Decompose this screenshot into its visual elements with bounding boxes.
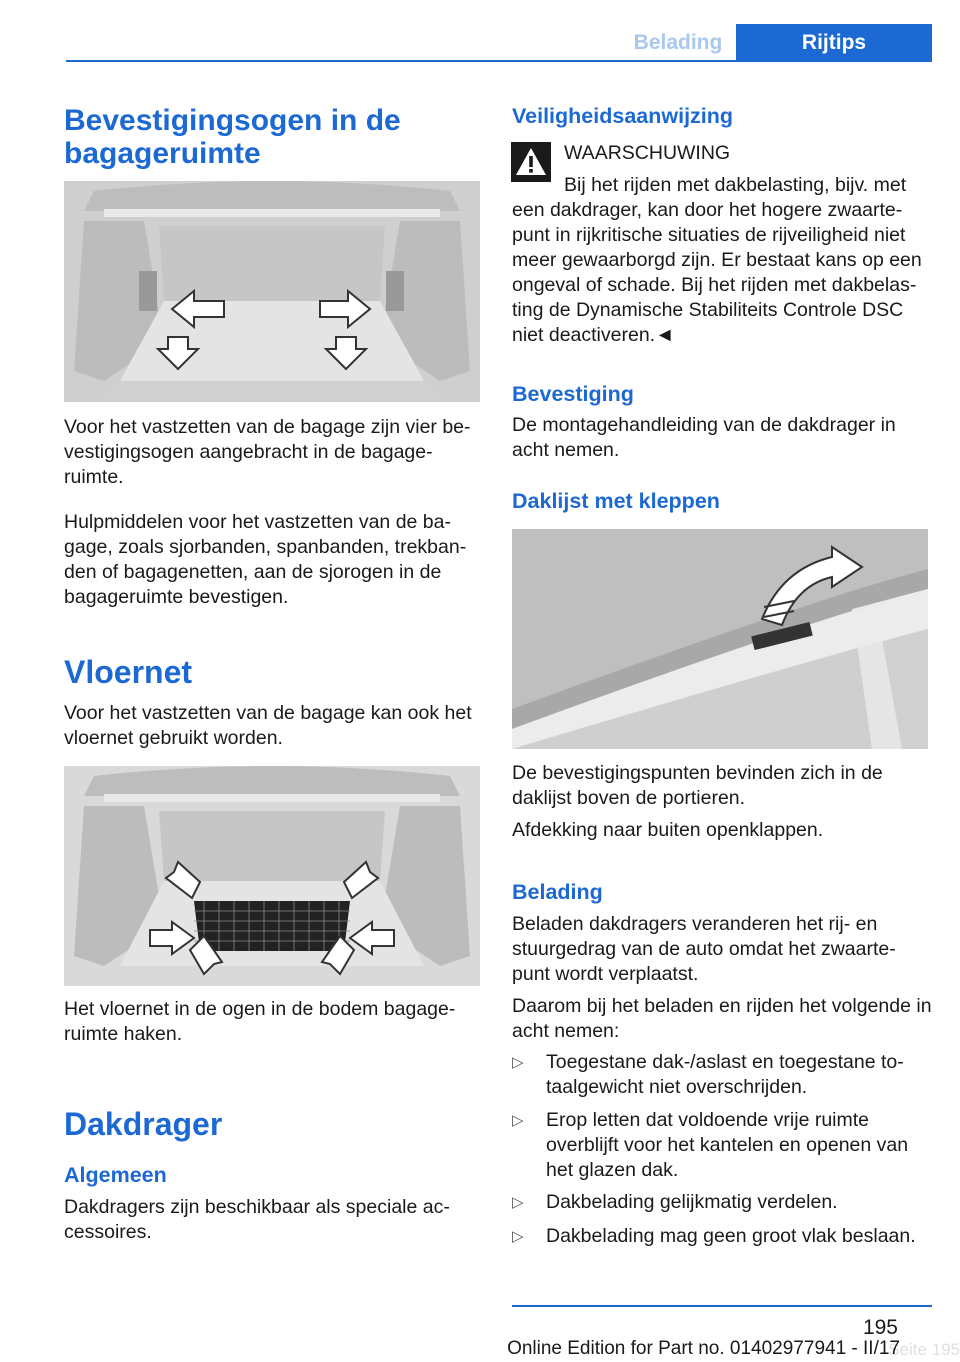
paragraph-algemeen: Dakdragers zijn beschikbaar als speciale ac-cessoires. xyxy=(64,1196,450,1243)
warning-icon xyxy=(511,142,551,182)
triangle-bullet-icon: ▷ xyxy=(512,1054,524,1071)
figure-floor-net xyxy=(64,766,480,986)
heading-daklijst: Daklijst met kleppen xyxy=(512,489,720,513)
list-item: ▷ Dakbelading mag geen groot vlak beslaan. xyxy=(512,1225,916,1247)
paragraph-vloernet-hook: Het vloernet in de ogen in de bodem bagage-ruimte haken. xyxy=(64,998,456,1045)
header-tab-rijtips[interactable]: Rijtips xyxy=(736,24,932,61)
watermark: Seite 195 xyxy=(888,1340,960,1359)
list-item: ▷ Toegestane dak-/aslast en toegestane to-taalgewicht niet overschrijden. xyxy=(512,1051,904,1098)
heading-algemeen: Algemeen xyxy=(64,1163,167,1187)
paragraph-belading-1: Beladen dakdragers veranderen het rij- en stuurgedrag van de auto omdat het zwaarte-punt wordt verplaatst. xyxy=(512,913,896,985)
list-item: ▷ Dakbelading gelijkmatig verdelen. xyxy=(512,1191,838,1213)
triangle-bullet-icon: ▷ xyxy=(512,1112,524,1129)
triangle-bullet-icon: ▷ xyxy=(512,1228,524,1245)
heading-bevestiging: Bevestiging xyxy=(512,382,634,406)
header-rule xyxy=(66,60,932,62)
footer-rule xyxy=(512,1305,932,1307)
heading-belading: Belading xyxy=(512,880,603,904)
heading-dakdrager: Dakdrager xyxy=(64,1106,223,1142)
page-number: 195 xyxy=(862,1316,898,1339)
paragraph-belading-2: Daarom bij het beladen en rijden het volgende in acht nemen: xyxy=(512,995,932,1042)
paragraph-lashing-eyes: Voor het vastzetten van de bagage zijn vier be-vestigingsogen aangebracht in de bagage-ruimte. xyxy=(64,416,471,488)
triangle-bullet-icon: ▷ xyxy=(512,1194,524,1211)
heading-bevestigingsogen: Bevestigingsogen in de bagageruimte xyxy=(64,104,401,170)
list-item: ▷ Erop letten dat voldoende vrije ruimte overblijft voor het kantelen en openen van het glazen dak. xyxy=(512,1109,909,1181)
heading-veiligheidsaanwijzing: Veiligheidsaanwijzing xyxy=(512,104,734,128)
paragraph-vloernet: Voor het vastzetten van de bagage kan ook het vloernet gebruikt worden. xyxy=(64,702,472,749)
figure-trunk-lashing-eyes xyxy=(64,181,480,402)
paragraph-bevestiging: De montagehandleiding van de dakdrager in acht nemen. xyxy=(512,414,896,461)
figure-roof-rail-flaps xyxy=(512,529,928,749)
warning-first-line: Bij het rijden met dakbelasting, bijv. met xyxy=(564,174,907,196)
paragraph-tools: Hulpmiddelen voor het vastzetten van de ba-gage, zoals sjorbanden, spanbanden, trekban-den of bagagenetten, aan de sjorogen in de bagageruimte bevestigen. xyxy=(64,511,467,608)
heading-vloernet: Vloernet xyxy=(64,654,193,690)
warning-label: WAARSCHUWING xyxy=(564,142,731,164)
header-tab-belading[interactable]: Belading xyxy=(633,30,723,54)
edition-text: Online Edition for Part no. 01402977941 - II/17 xyxy=(507,1338,900,1359)
paragraph-daklijst-2: Afdekking naar buiten openklappen. xyxy=(512,819,824,841)
warning-text: een dakdrager, kan door het hogere zwaarte-punt in rijkritische situaties de rijveiligheid niet meer gewaarborgd zijn. Er bestaat kans op een ongeval of schade. Bij het rijden met dakbelas-ting de Dynamische Stabiliteits Controle DSC niet deactiveren.◄ xyxy=(512,199,922,346)
paragraph-daklijst-1: De bevestigingspunten bevinden zich in de daklijst boven de portieren. xyxy=(512,762,883,809)
